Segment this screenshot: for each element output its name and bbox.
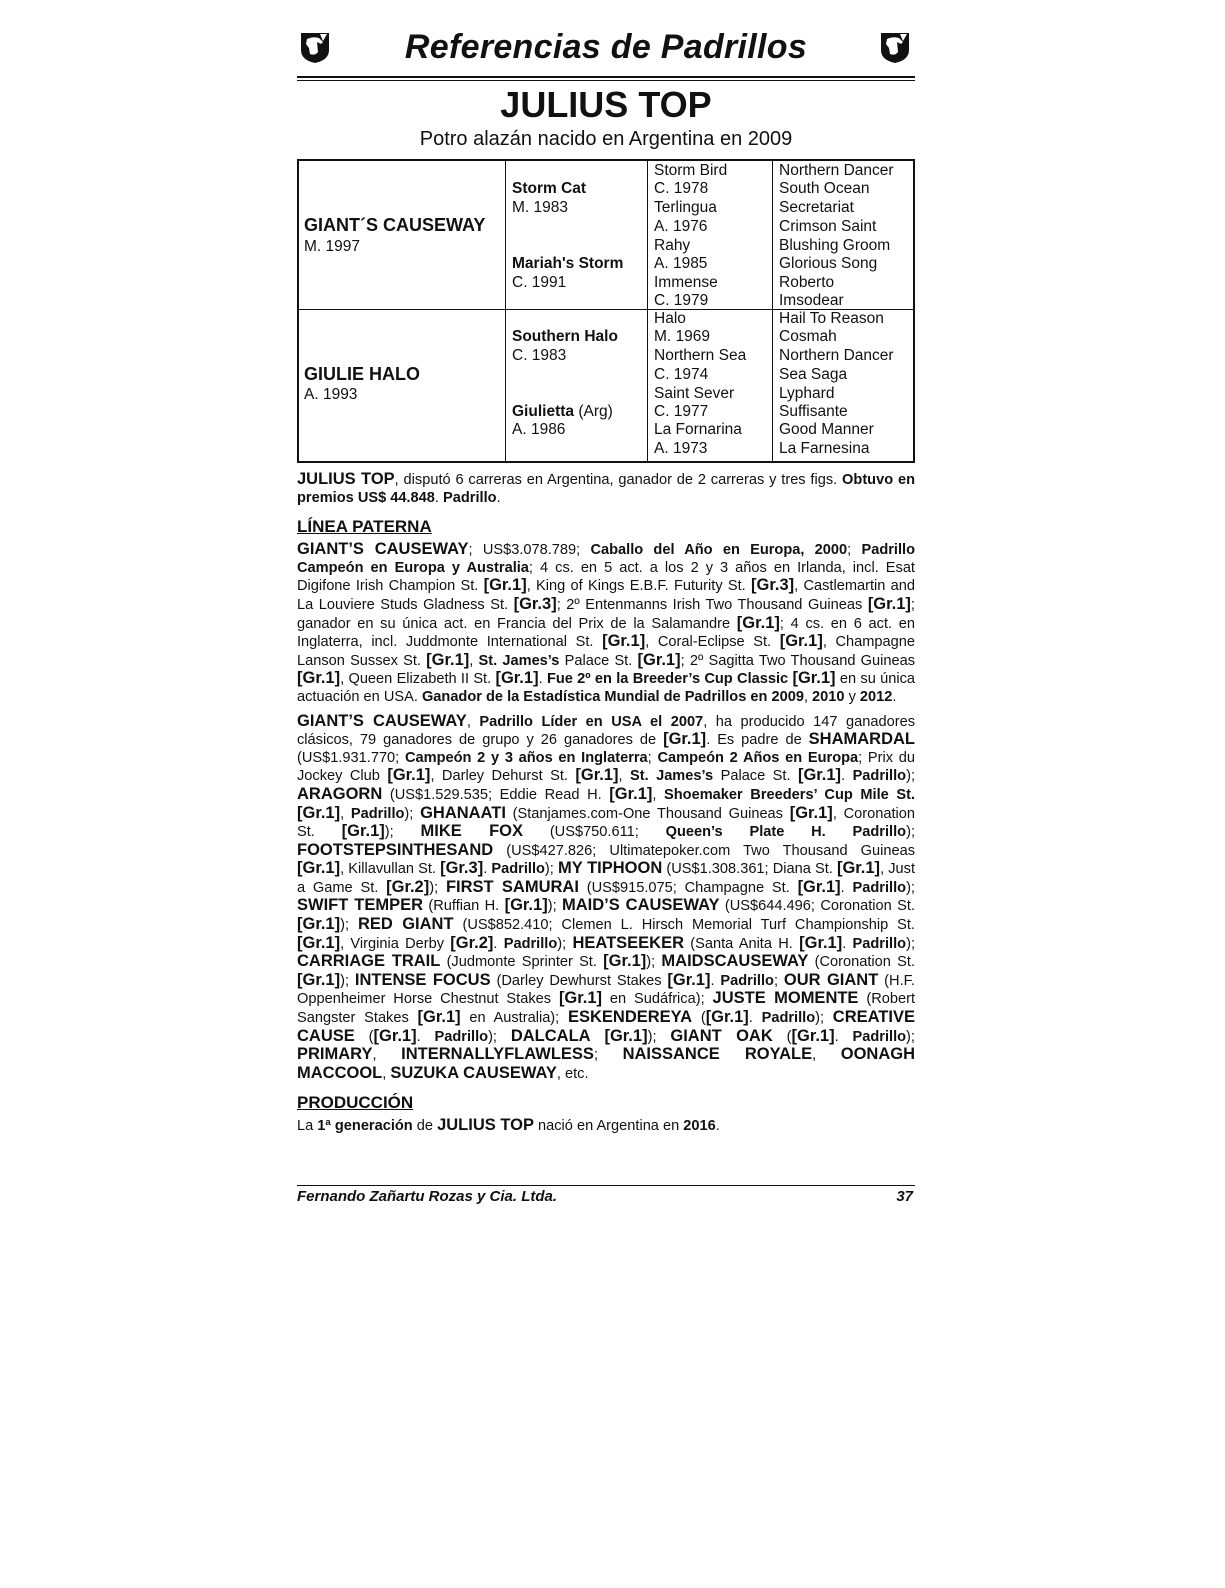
text-run: ); [646, 954, 662, 971]
bold-run: MAID’S CAUSEWAY [562, 896, 720, 915]
g4-name: Imsodear [779, 292, 844, 309]
text-run: ); [906, 1028, 915, 1045]
pedigree-table [297, 159, 915, 463]
text-run: , ha producido 147 ganadores clásicos, 79 ganadores de grupo y 26 ganadores de [297, 713, 915, 749]
bold-run: DALCALA [510, 1026, 591, 1045]
text-run: ( [354, 1028, 374, 1045]
g4-name: Good Manner [779, 421, 874, 438]
text-run: ); [906, 824, 915, 841]
dam-info: A. 1993 [304, 386, 358, 403]
text-run: , [382, 1065, 391, 1082]
text-run: ; [773, 972, 784, 989]
header-title: Referencias de Padrillos [404, 28, 808, 66]
bold-run: [Gr.1] [792, 669, 836, 688]
bold-run: [Gr.1] [297, 915, 341, 934]
text-run: en su única actuación en USA. [297, 671, 915, 705]
text-run: (US$915.075; Champagne St. [578, 879, 798, 896]
bold-run: [Gr.1] [495, 669, 539, 688]
text-run: . [834, 1028, 853, 1045]
text-run: . [416, 1028, 435, 1045]
bold-run: SUZUKA CAUSEWAY [390, 1063, 557, 1082]
bold-run: Padrillo [761, 1010, 816, 1027]
text-run: , [469, 652, 479, 669]
text-run: ); [647, 1028, 671, 1045]
g4-name: Glorious Song [779, 255, 878, 272]
bold-run: [Gr.1] [558, 989, 603, 1008]
page-header [297, 22, 915, 74]
bold-run: GIANT’S CAUSEWAY [297, 711, 467, 730]
bold-run: Queen’s Plate H. Padrillo [665, 824, 907, 841]
text-run: . [493, 935, 504, 952]
bold-run: Padrillo [491, 861, 545, 878]
bold-run: [Gr.1] [779, 632, 823, 651]
bold-run: St. James’s [478, 652, 560, 669]
bold-run: INTENSE FOCUS [354, 970, 491, 989]
text-run: ); [544, 861, 558, 878]
text-run: (US$1.308.361; Diana St. [662, 861, 837, 878]
text-run: en Sudáfrica); [602, 991, 713, 1008]
text-run: . [842, 935, 853, 952]
g2-info: C. 1991 [512, 274, 567, 291]
g3-name: Immense [654, 274, 718, 291]
text-run: ; 4 cs. en 5 act. a los 2 y 3 años en Irlanda, incl. Esat Digifone Irish Champion St. [297, 559, 915, 595]
bold-run: GIANT OAK [670, 1026, 773, 1045]
bold-run: FIRST SAMURAI [445, 877, 579, 896]
g3-info: A. 1985 [654, 255, 708, 272]
text-run: . [483, 861, 492, 878]
text-run: ); [906, 768, 916, 785]
text-run: ; [847, 542, 862, 559]
section-heading-linea-paterna: LÍNEA PATERNA [297, 517, 432, 537]
g4-name: Roberto [779, 274, 835, 291]
bold-run: NAISSANCE ROYALE [622, 1045, 813, 1064]
text-run: La [297, 1118, 318, 1135]
bold-run: MIKE FOX [420, 822, 524, 841]
g2-info: M. 1983 [512, 199, 569, 216]
text-run: . Es padre de [706, 732, 809, 749]
bold-run: Padrillo [852, 935, 907, 952]
text-run: , Coronation St. [297, 805, 915, 841]
text-run: , Champagne Lanson Sussex St. [297, 634, 916, 669]
bold-run: GHANAATI [420, 803, 506, 822]
intro-paragraph: JULIUS TOP, disputó 6 carreras en Argentina, ganador de 2 carreras y tres figs. Obtuvo en premios US$ 44.848. Padrillo. [297, 470, 915, 506]
text-run: ; 2º Sagitta Two Thousand Guineas [680, 652, 915, 669]
pedigree-divider [772, 161, 773, 461]
g4-name: Blushing Groom [779, 237, 891, 254]
text-run: . [841, 768, 853, 785]
text-run: , etc. [556, 1065, 589, 1082]
intro-text: , disputó 6 carreras en Argentina, ganador de 2 carreras y tres figs. [394, 472, 843, 488]
text-run: ( [692, 1010, 706, 1027]
text-run: , [803, 688, 813, 705]
document-page [297, 22, 915, 1136]
intro-horse-name: JULIUS TOP [297, 470, 395, 488]
g3-name: Storm Bird [654, 162, 728, 179]
text-run: , [372, 1047, 402, 1064]
horse-head-shield-icon [877, 30, 913, 64]
text-run: . [710, 972, 721, 989]
text-run: , Virginia Derby [340, 935, 451, 952]
bold-run: JUSTE MOMENTE [712, 989, 859, 1008]
text-run: ; [647, 749, 658, 766]
text-run: , [812, 1047, 841, 1064]
g3-info: A. 1976 [654, 218, 708, 235]
bold-run: 2016 [683, 1118, 716, 1135]
text-run: de [412, 1118, 438, 1135]
text-run: (Coronation St. [808, 954, 915, 971]
text-run: , [340, 805, 351, 822]
g3-name: La Fornarina [654, 421, 742, 438]
text-run: y [844, 688, 860, 705]
g4-name: La Farnesina [779, 440, 870, 457]
bold-run: 2012 [859, 688, 893, 705]
produccion-paragraph [297, 1117, 915, 1136]
sire-info: M. 1997 [304, 238, 361, 255]
g3-info: C. 1977 [654, 403, 709, 420]
section-heading-produccion: PRODUCCIÓN [297, 1093, 414, 1113]
bold-run: [Gr.1] [789, 803, 833, 822]
text-run: Palace St. [713, 768, 798, 785]
g3-name: Terlingua [654, 199, 717, 216]
page-footer [297, 1185, 915, 1205]
bold-run: [Gr.1] [797, 877, 841, 896]
text-run: ); [906, 935, 915, 952]
g3-info: C. 1978 [654, 180, 709, 197]
bold-run: Shoemaker Breeders’ Cup Mile St. [664, 786, 916, 803]
text-run: ); [815, 1010, 833, 1027]
text-run: (US$427.826; Ultimatepoker.com Two Thousand Guineas [493, 842, 915, 859]
g2-name: Mariah's Storm [512, 255, 624, 272]
bold-run: [Gr.1] [483, 576, 527, 595]
bold-run: GIANT’S CAUSEWAY [297, 540, 469, 559]
bold-run: Padrillo Campeón en Europa y Australia [297, 542, 915, 576]
header-rule [297, 76, 915, 81]
bold-run: [Gr.1] [604, 1026, 648, 1045]
bold-run: HEATSEEKER [572, 933, 684, 952]
text-run: , Castlemartin and La Louviere Studs Gladness St. [297, 578, 915, 613]
text-run: ; Prix du Jockey Club [297, 749, 916, 785]
g4-name: Cosmah [779, 328, 837, 345]
g2-name: Southern Halo [512, 328, 618, 345]
paterna-paragraph-1 [297, 541, 915, 706]
bold-run: Padrillo [852, 1028, 907, 1045]
text-run: . [538, 671, 547, 688]
g4-name: Northern Dancer [779, 162, 894, 179]
bold-run: [Gr.1] [297, 803, 341, 822]
g2-info: C. 1983 [512, 347, 567, 364]
g4-name: Lyphard [779, 385, 835, 402]
text-run: Palace St. [559, 652, 638, 669]
bold-run: [Gr.1] [705, 1008, 749, 1027]
g4-name: Crimson Saint [779, 218, 877, 235]
text-run: , Just a Game St. [297, 861, 916, 896]
text-run: ; 4 cs. en 6 act. en Inglaterra, incl. Juddmonte International St. [297, 615, 915, 651]
bold-run: [Gr.1] [609, 784, 653, 803]
g3-info: C. 1979 [654, 292, 709, 309]
text-run: ; US$3.078.789; [468, 542, 591, 559]
bold-run: RED GIANT [357, 915, 454, 934]
text-run: , [652, 786, 665, 803]
text-run: nació en Argentina en [533, 1118, 684, 1135]
bold-run: Ganador de la Estadística Mundial de Padrillos en 2009 [421, 688, 804, 705]
bold-run: [Gr.1] [602, 632, 646, 651]
bold-run: [Gr.1] [836, 859, 881, 878]
horse-name: JULIUS TOP [500, 84, 712, 125]
paterna-paragraph-2 [297, 713, 915, 1084]
g4-name: Sea Saga [779, 366, 848, 383]
bold-run: INTERNALLYFLAWLESS [401, 1045, 594, 1064]
text-run: ( [772, 1028, 792, 1045]
bold-run: FOOTSTEPSINTHESAND [297, 840, 494, 859]
bold-run: [Gr.1] [799, 933, 843, 952]
g3-name: Saint Sever [654, 385, 735, 402]
text-run: (Darley Dewhurst Stakes [490, 972, 668, 989]
bold-run: 2010 [812, 688, 845, 705]
bold-run: Padrillo Líder en USA el 2007 [479, 713, 704, 730]
text-run: (H.F. Oppenheimer Horse Chestnut Stakes [297, 972, 915, 1008]
bold-run: [Gr.2] [450, 933, 494, 952]
bold-run: [Gr.1] [867, 594, 911, 613]
bold-run: [Gr.1] [504, 896, 548, 915]
bold-run: [Gr.1] [603, 952, 647, 971]
bold-run: Fue 2º en la Breeder’s Cup Classic [546, 671, 789, 688]
text-run: (Judmonte Sprinter St. [440, 954, 604, 971]
bold-run: [Gr.1] [387, 766, 431, 785]
bold-run: [Gr.1] [663, 730, 707, 749]
bold-run: PRIMARY [297, 1045, 373, 1064]
text-run: en Australia); [460, 1010, 568, 1027]
g4-name: Secretariat [779, 199, 854, 216]
sire-name: GIANT´S CAUSEWAY [304, 215, 486, 235]
text-run: (US$852.410; Clemen L. Hirsch Memorial Turf Championship St. [453, 917, 915, 934]
text-run: (Ruffian H. [423, 898, 505, 915]
text-run: ); [488, 1028, 511, 1045]
text-run: ); [340, 972, 355, 989]
bold-run: [Gr.3] [513, 594, 557, 613]
g4-name: Suffisante [779, 403, 848, 420]
text-run: ); [404, 805, 421, 822]
bold-run: Padrillo [434, 1028, 489, 1045]
bold-run: Padrillo [852, 768, 907, 785]
text-run: , Killavullan St. [340, 861, 441, 878]
bold-run: Caballo del Año en Europa, 2000 [590, 542, 848, 559]
bold-run: [Gr.3] [440, 859, 484, 878]
bold-run: CREATIVE CAUSE [297, 1008, 915, 1045]
text-run: (Santa Anita H. [684, 935, 800, 952]
bold-run: SHAMARDAL [808, 730, 915, 749]
bold-run: [Gr.1] [341, 822, 385, 841]
bold-run: OONAGH MACCOOL [297, 1045, 916, 1082]
footer-page-number: 37 [896, 1188, 913, 1205]
g3-info: M. 1969 [654, 328, 711, 345]
bold-run: [Gr.2] [386, 877, 430, 896]
text-run: ; [593, 1047, 623, 1064]
g2-name-with-country: Giulietta (Arg) [512, 403, 613, 420]
bold-run: St. James’s [629, 768, 714, 785]
g4-name: South Ocean [779, 180, 870, 197]
text-run: (US$1.529.535; Eddie Read H. [382, 786, 610, 803]
pedigree-divider [647, 161, 648, 461]
bold-run: Padrillo [350, 805, 405, 822]
text-run: (Stanjames.com-One Thousand Guineas [505, 805, 790, 822]
bold-run: Padrillo [503, 935, 558, 952]
text-run: ); [547, 898, 563, 915]
bold-run: [Gr.1] [297, 859, 341, 878]
bold-run: [Gr.1] [373, 1026, 417, 1045]
bold-run: Campeón 2 Años en Europa [657, 749, 859, 766]
text-run: ); [557, 935, 573, 952]
footer-company: Fernando Zañartu Rozas y Cia. Ltda. [297, 1188, 558, 1205]
text-run: ; 2º Entenmanns Irish Two Thousand Guineas [556, 596, 868, 613]
text-run: . [748, 1010, 762, 1027]
text-run: (US$644.496; Coronation St. [719, 898, 915, 915]
bold-run: CARRIAGE TRAIL [297, 952, 441, 971]
bold-run: MAIDSCAUSEWAY [661, 952, 809, 971]
text-run: , Darley Dehurst St. [430, 768, 576, 785]
bold-run: SWIFT TEMPER [297, 896, 423, 915]
text-run: . [840, 879, 853, 896]
g3-name: Halo [654, 310, 686, 327]
horse-subtitle: Potro alazán nacido en Argentina en 2009 [419, 128, 793, 150]
bold-run: [Gr.1] [667, 970, 711, 989]
pedigree-divider [505, 161, 506, 461]
text-run: . [892, 688, 897, 705]
g4-name: Northern Dancer [779, 347, 894, 364]
g3-name: Northern Sea [654, 347, 747, 364]
bold-run: [Gr.1] [575, 766, 619, 785]
text-run: (Robert Sangster Stakes [297, 991, 916, 1027]
bold-run: Padrillo [852, 879, 907, 896]
bold-run: [Gr.1] [637, 650, 681, 669]
bold-run: Campeón 2 y 3 años en Inglaterra [404, 749, 648, 766]
bold-run: ESKENDEREYA [567, 1008, 693, 1027]
bold-run: [Gr.1] [297, 669, 341, 688]
g3-info: C. 1974 [654, 366, 709, 383]
bold-run: OUR GIANT [783, 970, 879, 989]
text-run: , [466, 713, 480, 730]
text-run [591, 1029, 605, 1045]
text-run: ; ganador en su única act. en Francia del Prix de la Salamandre [297, 596, 915, 632]
dam-name: GIULIE HALO [304, 364, 420, 384]
bold-run: [Gr.1] [426, 650, 470, 669]
text-run: (US$1.931.770; [297, 749, 405, 766]
bold-run: 1ª generación [317, 1118, 413, 1135]
bold-run: MY TIPHOON [557, 859, 663, 878]
bold-run: [Gr.1] [797, 766, 842, 785]
text-run: . [715, 1118, 720, 1135]
bold-run: [Gr.1] [417, 1008, 461, 1027]
bold-run: [Gr.1] [736, 613, 780, 632]
text-run: ); [340, 917, 358, 934]
g2-info: A. 1986 [512, 421, 566, 438]
text-run: (US$750.611; [523, 824, 666, 841]
g3-info: A. 1973 [654, 440, 708, 457]
bold-run: [Gr.3] [751, 576, 795, 595]
bold-run: Padrillo [720, 972, 774, 989]
text-run: , King of Kings E.B.F. Futurity St. [526, 578, 752, 595]
bold-run: [Gr.1] [791, 1026, 835, 1045]
g3-name: Rahy [654, 237, 691, 254]
text-run: ); [429, 879, 446, 896]
intro-padrillo: Padrillo [443, 489, 497, 506]
intro-earnings: Obtuvo en premios US$ 44.848 [297, 472, 915, 506]
text-run: , [618, 768, 630, 785]
bold-run: [Gr.1] [297, 970, 341, 989]
text-run: , Coral-Eclipse St. [645, 634, 780, 651]
text-run: ); [906, 879, 915, 896]
g4-name: Hail To Reason [779, 310, 884, 327]
g2-name: Storm Cat [512, 180, 587, 197]
text-run: ); [384, 824, 421, 841]
text-run: , Queen Elizabeth II St. [340, 671, 496, 688]
bold-run: [Gr.1] [297, 933, 341, 952]
bold-run: JULIUS TOP [437, 1116, 534, 1135]
bold-run: ARAGORN [297, 784, 383, 803]
